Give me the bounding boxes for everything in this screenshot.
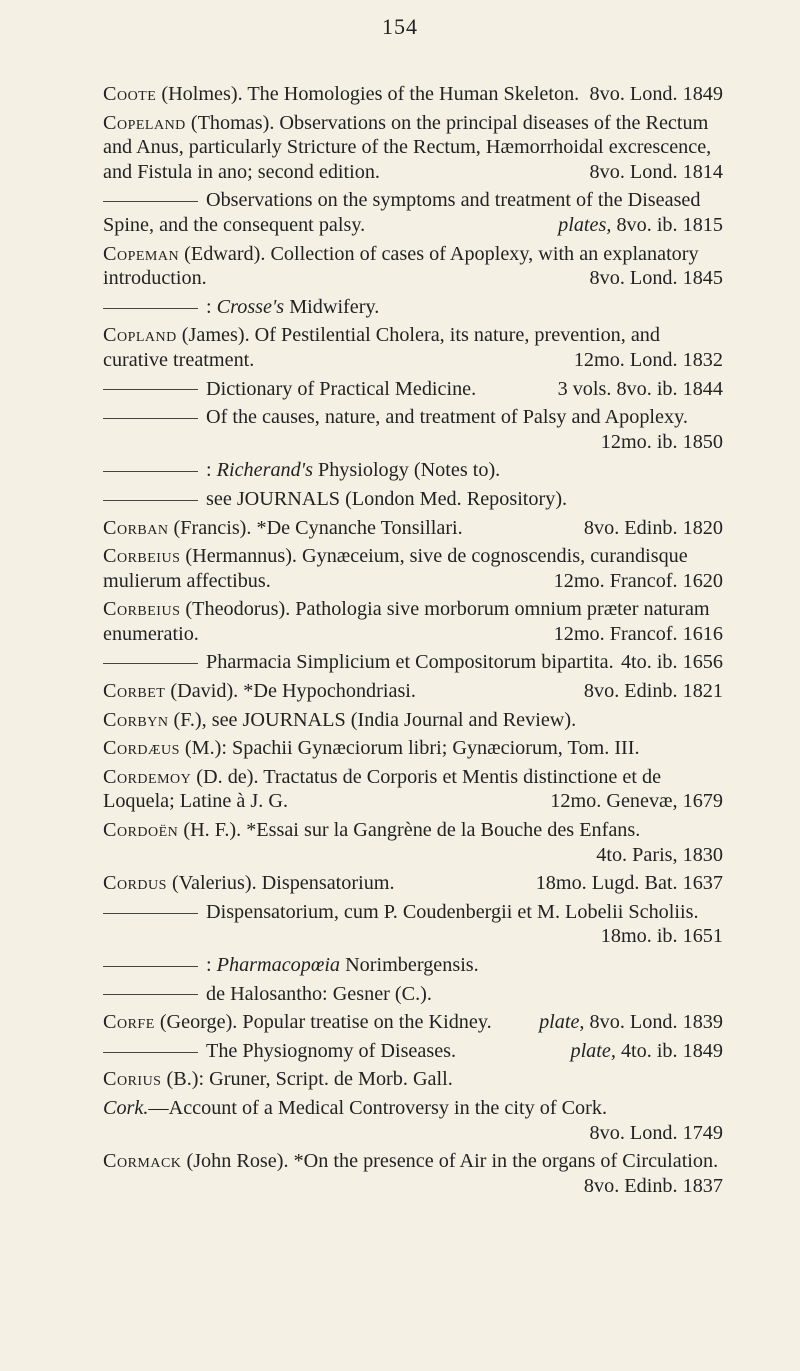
bibliography-entry: [103, 1149, 723, 1198]
publication-info: [574, 348, 723, 373]
ditto-rule: [103, 389, 198, 390]
entry-text: (John Rose). *On the presence of Air in the organs of Circulation.: [181, 1150, 719, 1173]
entry-text: (Hermannus). Gynæceium, sive de cognoscendis, curandisque mulierum affectibus.: [103, 545, 688, 592]
plates-note: plate,: [539, 1011, 590, 1034]
bibliography-entry: [103, 900, 723, 949]
entry-text: Norimbergensis.: [340, 954, 479, 976]
format-place-year: 8vo. Lond. 1839: [589, 1011, 723, 1034]
author-name: Cordemoy: [103, 765, 192, 788]
entry-text: (B.): Gruner, Script. de Morb. Gall.: [161, 1068, 453, 1091]
entry-text: (Edward). Collection of cases of Apoplexy, with an explanatory introduction.: [103, 242, 699, 290]
format-place-year: 12mo. Francof. 1620: [553, 569, 723, 592]
entry-text: Pharmacia Simplicium et Compositorum bipartita.: [206, 651, 614, 674]
bibliography-entry: : Crosse's Midwifery.: [103, 295, 723, 320]
author-name: Corbet: [103, 680, 166, 703]
format-place-year: 4to. ib. 1656: [620, 651, 723, 674]
author-name: Copland: [103, 324, 177, 347]
author-name: Cordoën: [103, 819, 179, 842]
bibliography-entry: [103, 1096, 723, 1145]
publication-info: [621, 650, 723, 675]
entry-text: Dictionary of Practical Medicine.: [206, 377, 477, 400]
entry-text: (Francis). *De Cynanche Tonsillari.: [168, 516, 463, 539]
bibliography-entry: [103, 111, 723, 185]
author-name: Corban: [103, 516, 169, 539]
bibliography-entry: [103, 736, 723, 761]
author-name: Copeland: [103, 111, 186, 134]
bibliography-entry: [103, 679, 723, 704]
format-place-year: 12mo. Genevæ, 1679: [550, 790, 723, 813]
entry-text: (Thomas). Observations on the principal diseases of the Rectum and Anus, particularly Stricture of the Rectum, Hæmorrhoidal excrescence, and Fistula in ano; second edition.: [103, 111, 712, 183]
publication-info: [550, 789, 723, 814]
author-name: Corbeius: [103, 545, 181, 568]
ditto-rule: [103, 308, 198, 309]
author-name: Coote: [103, 83, 157, 105]
bibliography-entry: [103, 82, 723, 107]
author-name: Cordus: [103, 872, 167, 895]
author-name: Cordæus: [103, 737, 180, 760]
bibliography-entry: [103, 1067, 723, 1092]
publication-info: [536, 871, 723, 896]
ditto-rule: [103, 500, 198, 501]
italic-title: Pharmacopœia: [216, 954, 341, 976]
publication-info: [554, 622, 723, 647]
bibliography-entry: [103, 597, 723, 646]
entry-text: —Account of a Medical Controversy in the city of Cork.: [148, 1096, 608, 1119]
publication-info: [554, 569, 723, 594]
entry-text: Of the causes, nature, and treatment of Palsy and Apoplexy.: [206, 406, 688, 429]
author-name: Corbeius: [103, 598, 181, 621]
author-name: Corbyn: [103, 708, 169, 731]
format-place-year: 8vo. Lond. 1849: [589, 83, 723, 105]
ditto-rule: [103, 201, 198, 202]
entry-text: Dispensatorium, cum P. Coudenbergii et M. Lobelii Scholiis.: [206, 900, 699, 923]
publication-info: [601, 924, 723, 949]
entry-text: (Theodorus). Pathologia sive morborum omnium præter naturam enumeratio.: [103, 598, 710, 645]
ditto-rule: [103, 1052, 198, 1053]
entry-text: (Valerius). Dispensatorium.: [166, 872, 395, 895]
entry-text: (Holmes). The Homologies of the Human Skeleton.: [156, 83, 580, 105]
entry-text: (D. de). Tractatus de Corporis et Mentis distinctione et de Loquela; Latine à J. G.: [103, 765, 662, 813]
format-place-year: 12mo. Lond. 1832: [573, 348, 723, 371]
publication-info: [558, 377, 723, 402]
publication-info: [584, 516, 723, 541]
format-place-year: 8vo. Lond. 1845: [589, 267, 723, 290]
ditto-rule: [103, 418, 198, 419]
format-place-year: 8vo. Lond. 1814: [589, 160, 723, 183]
bibliography-entry: [103, 982, 723, 1007]
author-name: Cormack: [103, 1150, 182, 1173]
ditto-rule: [103, 913, 198, 914]
publication-info: [584, 1174, 723, 1199]
entry-text: Physiology (Notes to).: [312, 459, 501, 482]
author-name: Copeman: [103, 242, 180, 265]
format-place-year: 12mo. ib. 1850: [600, 430, 723, 453]
format-place-year: 8vo. Edinb. 1820: [583, 516, 723, 539]
ditto-rule: [103, 471, 198, 472]
entry-text: (F.), see JOURNALS (India Journal and Review).: [168, 708, 577, 731]
author-name: Corfe: [103, 1011, 155, 1034]
ditto-rule: [103, 966, 198, 967]
entry-text: Observations on the symptoms and treatment of the Diseased Spine, and the consequent palsy.: [103, 189, 701, 236]
bibliography-entry: [103, 708, 723, 733]
bibliography-entry: [103, 818, 723, 867]
publication-info: [596, 843, 723, 868]
bibliography-entry: : Richerand's Physiology (Notes to).: [103, 458, 723, 483]
page-number: 154: [382, 14, 418, 39]
bibliography-entry: [103, 377, 723, 402]
plates-note: plate,: [570, 1039, 621, 1062]
format-place-year: 8vo. Edinb. 1837: [583, 1174, 723, 1197]
publication-info: [590, 1121, 723, 1146]
bibliography-entry: [103, 188, 723, 237]
format-place-year: 8vo. Lond. 1749: [589, 1121, 723, 1144]
publication-info: [539, 1010, 723, 1035]
publication-info: [570, 1039, 723, 1064]
bibliography-entry: [103, 544, 723, 593]
bibliography-entry: [103, 1010, 723, 1035]
bibliography-entry: [103, 242, 723, 291]
bibliography-entry: [103, 650, 723, 675]
author-name: Corius: [103, 1068, 162, 1091]
bibliography-entry: [103, 765, 723, 814]
entry-text: (David). *De Hypochondriasi.: [165, 680, 416, 703]
italic-title: Richerand's: [216, 459, 313, 482]
entry-text: (H. F.). *Essai sur la Gangrène de la Bouche des Enfans.: [178, 819, 641, 842]
bibliography-entry: [103, 871, 723, 896]
entry-text: Midwifery.: [284, 295, 380, 318]
italic-title: Crosse's: [216, 295, 285, 318]
place-name: Cork.: [103, 1096, 149, 1119]
plates-note: plates,: [558, 213, 617, 236]
format-place-year: 12mo. Francof. 1616: [553, 622, 723, 645]
bibliography-entry: : Pharmacopœia Norimbergensis.: [103, 953, 723, 978]
format-place-year: 4to. ib. 1849: [620, 1039, 723, 1062]
publication-info: [590, 82, 723, 107]
entry-text: (James). Of Pestilential Cholera, its nature, prevention, and curative treatment.: [103, 324, 660, 371]
bibliography-entry: [103, 516, 723, 541]
format-place-year: 18mo. ib. 1651: [600, 925, 723, 948]
publication-info: [590, 266, 723, 291]
entry-text: (George). Popular treatise on the Kidney.: [154, 1011, 492, 1034]
format-place-year: 3 vols. 8vo. ib. 1844: [557, 377, 723, 400]
bibliography-list: [103, 82, 723, 1202]
entry-text: de Halosantho: Gesner (C.).: [206, 982, 432, 1005]
format-place-year: 8vo. ib. 1815: [616, 213, 723, 236]
entry-text: The Physiognomy of Diseases.: [206, 1039, 457, 1062]
ditto-rule: [103, 994, 198, 995]
entry-text: see JOURNALS (London Med. Repository).: [206, 487, 568, 510]
ditto-rule: [103, 663, 198, 664]
format-place-year: 18mo. Lugd. Bat. 1637: [535, 872, 723, 895]
publication-info: [601, 430, 723, 455]
bibliography-entry: [103, 405, 723, 454]
format-place-year: 8vo. Edinb. 1821: [583, 680, 723, 703]
publication-info: [590, 160, 723, 185]
bibliography-entry: [103, 487, 723, 512]
publication-info: [558, 213, 723, 238]
publication-info: [584, 679, 723, 704]
format-place-year: 4to. Paris, 1830: [596, 843, 723, 866]
bibliography-entry: [103, 323, 723, 372]
bibliography-entry: [103, 1039, 723, 1064]
entry-text: (M.): Spachii Gynæciorum libri; Gynæciorum, Tom. III.: [179, 737, 640, 760]
